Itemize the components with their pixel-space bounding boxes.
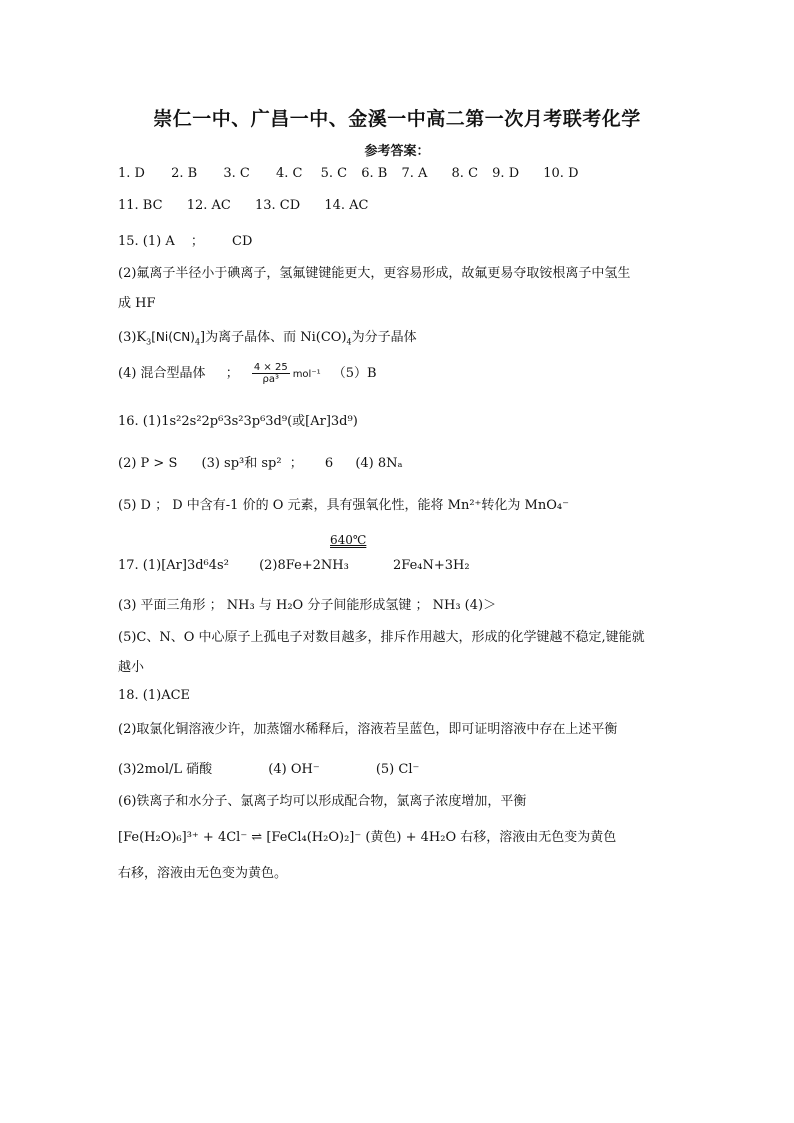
answer-row-1 [118,166,579,181]
q15-part2: (2)氟离子半径小于碘离子，氢氟键键能更大，更容易形成，故氟更易夺取铵根离子中氢生 [118,266,631,281]
answer-4: 4. C [275,166,303,181]
answer-1: 1. D [118,166,145,181]
q18-conclusion: 右移，溶液由无色变为黄色。 [118,866,288,881]
q16-part2-4: (2) P > S (3) sp³和 sp² ； 6 (4) 8Nₐ [118,456,403,471]
answer-8: 8. C [451,166,479,181]
page-title: 崇仁一中、广昌一中、金溪一中高二第一次月考联考化学 [153,108,641,130]
answer-7: 7. A [401,166,428,181]
answer-2: 2. B [171,166,198,181]
q17-part1-2: 17. (1)[Ar]3d⁶4s² (2)8Fe+2NH₃ 2Fe₄N+3H₂ [118,558,470,573]
q18-part2: (2)取氯化铜溶液少许，加蒸馏水稀释后，溶液若呈蓝色，即可证明溶液中存在上述平衡 [118,722,618,737]
q17-part3-4: (3) 平面三角形 ； NH₃ 与 H₂O 分子间能形成氢键 ； NH₃ (4)＞ [118,598,497,613]
q17-part5: (5)C、N、O 中心原子上孤电子对数目越多，排斥作用越大，形成的化学键越不稳定,键能就 [118,630,645,645]
q16-part1: 16. (1)1s²2s²2p⁶3s²3p⁶3d⁹(或[Ar]3d⁹) [118,414,358,429]
q18-part3-5: (3)2mol/L 硝酸 (4) OH⁻ (5) Cl⁻ [118,762,420,777]
answer-10: 10. D [543,166,579,181]
q18-part1: 18. (1)ACE [118,688,191,703]
answer-5: 5. C [320,166,348,181]
answer-key-heading: 参考答案： [364,144,430,159]
q17-part5-cont: 越小 [118,660,145,675]
q15-part4: (4) 混合型晶体 ； $\frac{4 \times 25}{\text{ρa³}}$ mol⁻¹ （5）B [118,362,377,385]
answer-9: 9. D [492,166,520,181]
answer-13: 13. CD [255,198,301,213]
q18-part6: (6)铁离子和水分子、氯离子均可以形成配合物，氯离子浓度增加，平衡 [118,794,527,809]
reaction-condition: 640℃ [330,533,367,547]
answer-14: 14. AC [324,198,369,213]
density-fraction: $\frac{4 \times 25}{\text{ρa³}}$ [253,362,288,385]
q15-part2-cont: 成 HF [118,296,156,311]
answer-6: 6. B [361,166,388,181]
q15-part1: 15. (1) A ； CD [118,234,253,249]
q15-part3: $(3)K_3[Ni(CN)_4]$为离子晶体、而 $Ni(CO)_4$为分子晶体 [118,330,417,347]
q16-part5: (5) D ； D 中含有-1 价的 O 元素，具有强氧化性，能将 Mn²⁺转化为 MnO₄⁻ [118,498,569,513]
answer-3: 3. C [223,166,250,181]
answer-11: 11. BC [118,198,163,213]
answer-12: 12. AC [186,198,231,213]
equilibrium-equation: [Fe(H₂O)₆]³⁺ + 4Cl⁻ ⇌ [FeCl₄(H₂O)₂]⁻ (黄色) + 4H₂O 右移，溶液由无色变为黄色 [118,830,617,845]
answer-row-2 [118,198,368,213]
